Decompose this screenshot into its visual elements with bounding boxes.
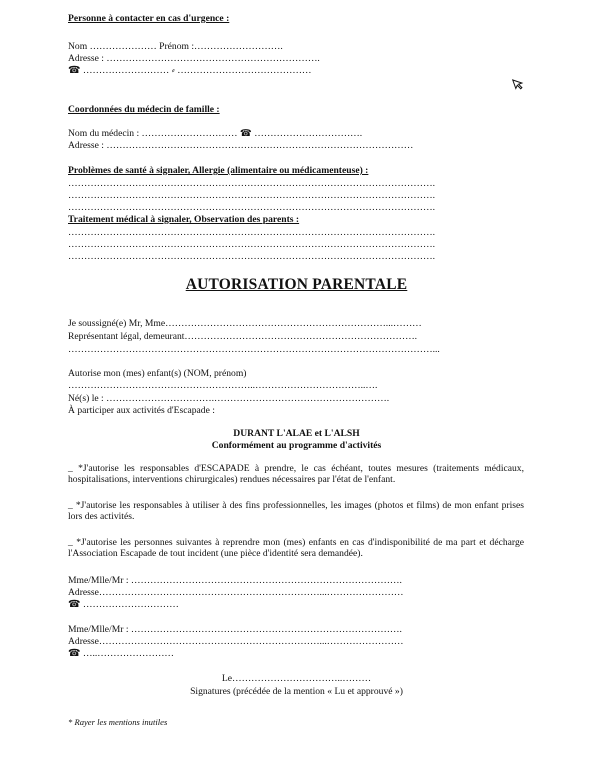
undersigned-line[interactable]: Je soussigné(e) Mr, Mme……………………………………………………………...……… [68, 318, 422, 329]
activities-label: À participer aux activités d'Escapade : [68, 405, 215, 416]
authorization-medical-paragraph: _ *J'autorise les responsables d'ESCAPADE à prendre, le cas échéant, toutes mesures (traitements médicaux, hospitalisations, interventions chirurgicales) rendues nécessaires par l'état de l'enfant. [68, 463, 524, 486]
person1-name-line[interactable]: Mme/Mlle/Mr : …………………………………………………………………………. [68, 575, 402, 586]
doctor-name-line[interactable]: Nom du médecin : ………………………… ☎ ……………………………. [68, 128, 363, 139]
person2-name-line[interactable]: Mme/Mlle/Mr : …………………………………………………………………………. [68, 624, 402, 635]
health-line-2[interactable]: ……………………………………………………………………………………………………. [68, 190, 435, 201]
treatment-line-2[interactable]: ……………………………………………………………………………………………………. [68, 239, 435, 250]
health-line-3[interactable]: ……………………………………………………………………………………………………. [68, 202, 435, 213]
child-name-line[interactable]: …………………………………………………..……………………………..…. [68, 380, 378, 391]
page-title: AUTORISATION PARENTALE [185, 276, 408, 293]
period-subheading: DURANT L'ALAE et L'ALSH [233, 428, 360, 439]
person2-address-line[interactable]: Adresse……………………………………………………………...…………………… [68, 636, 404, 647]
authorization-pickup-paragraph: _ *J'autorise les personnes suivantes à reprendre mon (mes) enfants en cas d'indisponibilité de ma part et décharge l'Association Escapade de tout incident (une pièce d'identité sera demandée). [68, 537, 524, 560]
phone-icon: ☎ [68, 65, 81, 76]
footnote: * Rayer les mentions inutiles [68, 717, 168, 727]
doctor-heading: Coordonnées du médecin de famille : [68, 104, 220, 115]
treatment-heading: Traitement médical à signaler, Observation des parents : [68, 214, 300, 225]
phone-icon: ☎ [68, 648, 81, 659]
person1-phone-dots: ………………………… [82, 599, 179, 610]
authorization-images-paragraph: _ *J'autorise les responsables à utiliser à des fins professionnelles, les images (photos et films) de mon enfant prises lors des activités. [68, 500, 524, 523]
signature-label: Signatures (précédée de la mention « Lu et approuvé ») [190, 686, 403, 697]
authorize-child-label: Autorise mon (mes) enfant(s) (NOM, prénom) [68, 368, 247, 379]
program-subheading: Conformément au programme d'activités [211, 440, 382, 451]
health-heading: Problèmes de santé à signaler, Allergie (alimentaire ou médicamenteuse) : [68, 165, 369, 176]
hand-cursor-icon [511, 75, 529, 95]
address-continuation-line[interactable]: ……………………………………………………………………………………………………... [68, 344, 440, 355]
person1-phone-line[interactable] [68, 599, 179, 611]
birth-date-line[interactable]: Né(s) le : …………………………….………………………………………………. [68, 393, 390, 404]
emergency-heading: Personne à contacter en cas d'urgence : [68, 13, 230, 24]
emergency-name-line[interactable]: Nom ………………… Prénom :………………………. [68, 41, 283, 52]
treatment-line-3[interactable]: ……………………………………………………………………………………………………. [68, 251, 435, 262]
person1-address-line[interactable]: Adresse……………………………………………………………...…………………… [68, 587, 404, 598]
emergency-address-line[interactable]: Adresse : …………………………………………………………. [68, 53, 320, 64]
signature-date-line[interactable]: Le……………………………..……… [221, 673, 372, 684]
emergency-phone-dots: ……………………… ⸗ …………………………………… [82, 65, 312, 76]
treatment-line-1[interactable]: ……………………………………………………………………………………………………. [68, 227, 435, 238]
doctor-address-line[interactable]: Adresse : …………………………………………………………………………………… [68, 140, 414, 151]
health-line-1[interactable]: ……………………………………………………………………………………………………. [68, 178, 435, 189]
person2-phone-line[interactable] [68, 648, 174, 660]
legal-rep-line[interactable]: Représentant légal, demeurant………………………………………………………………. [68, 331, 418, 342]
person2-phone-dots: …..…………………… [82, 648, 175, 659]
phone-icon: ☎ [68, 599, 81, 610]
emergency-phone-line[interactable] [68, 65, 312, 77]
